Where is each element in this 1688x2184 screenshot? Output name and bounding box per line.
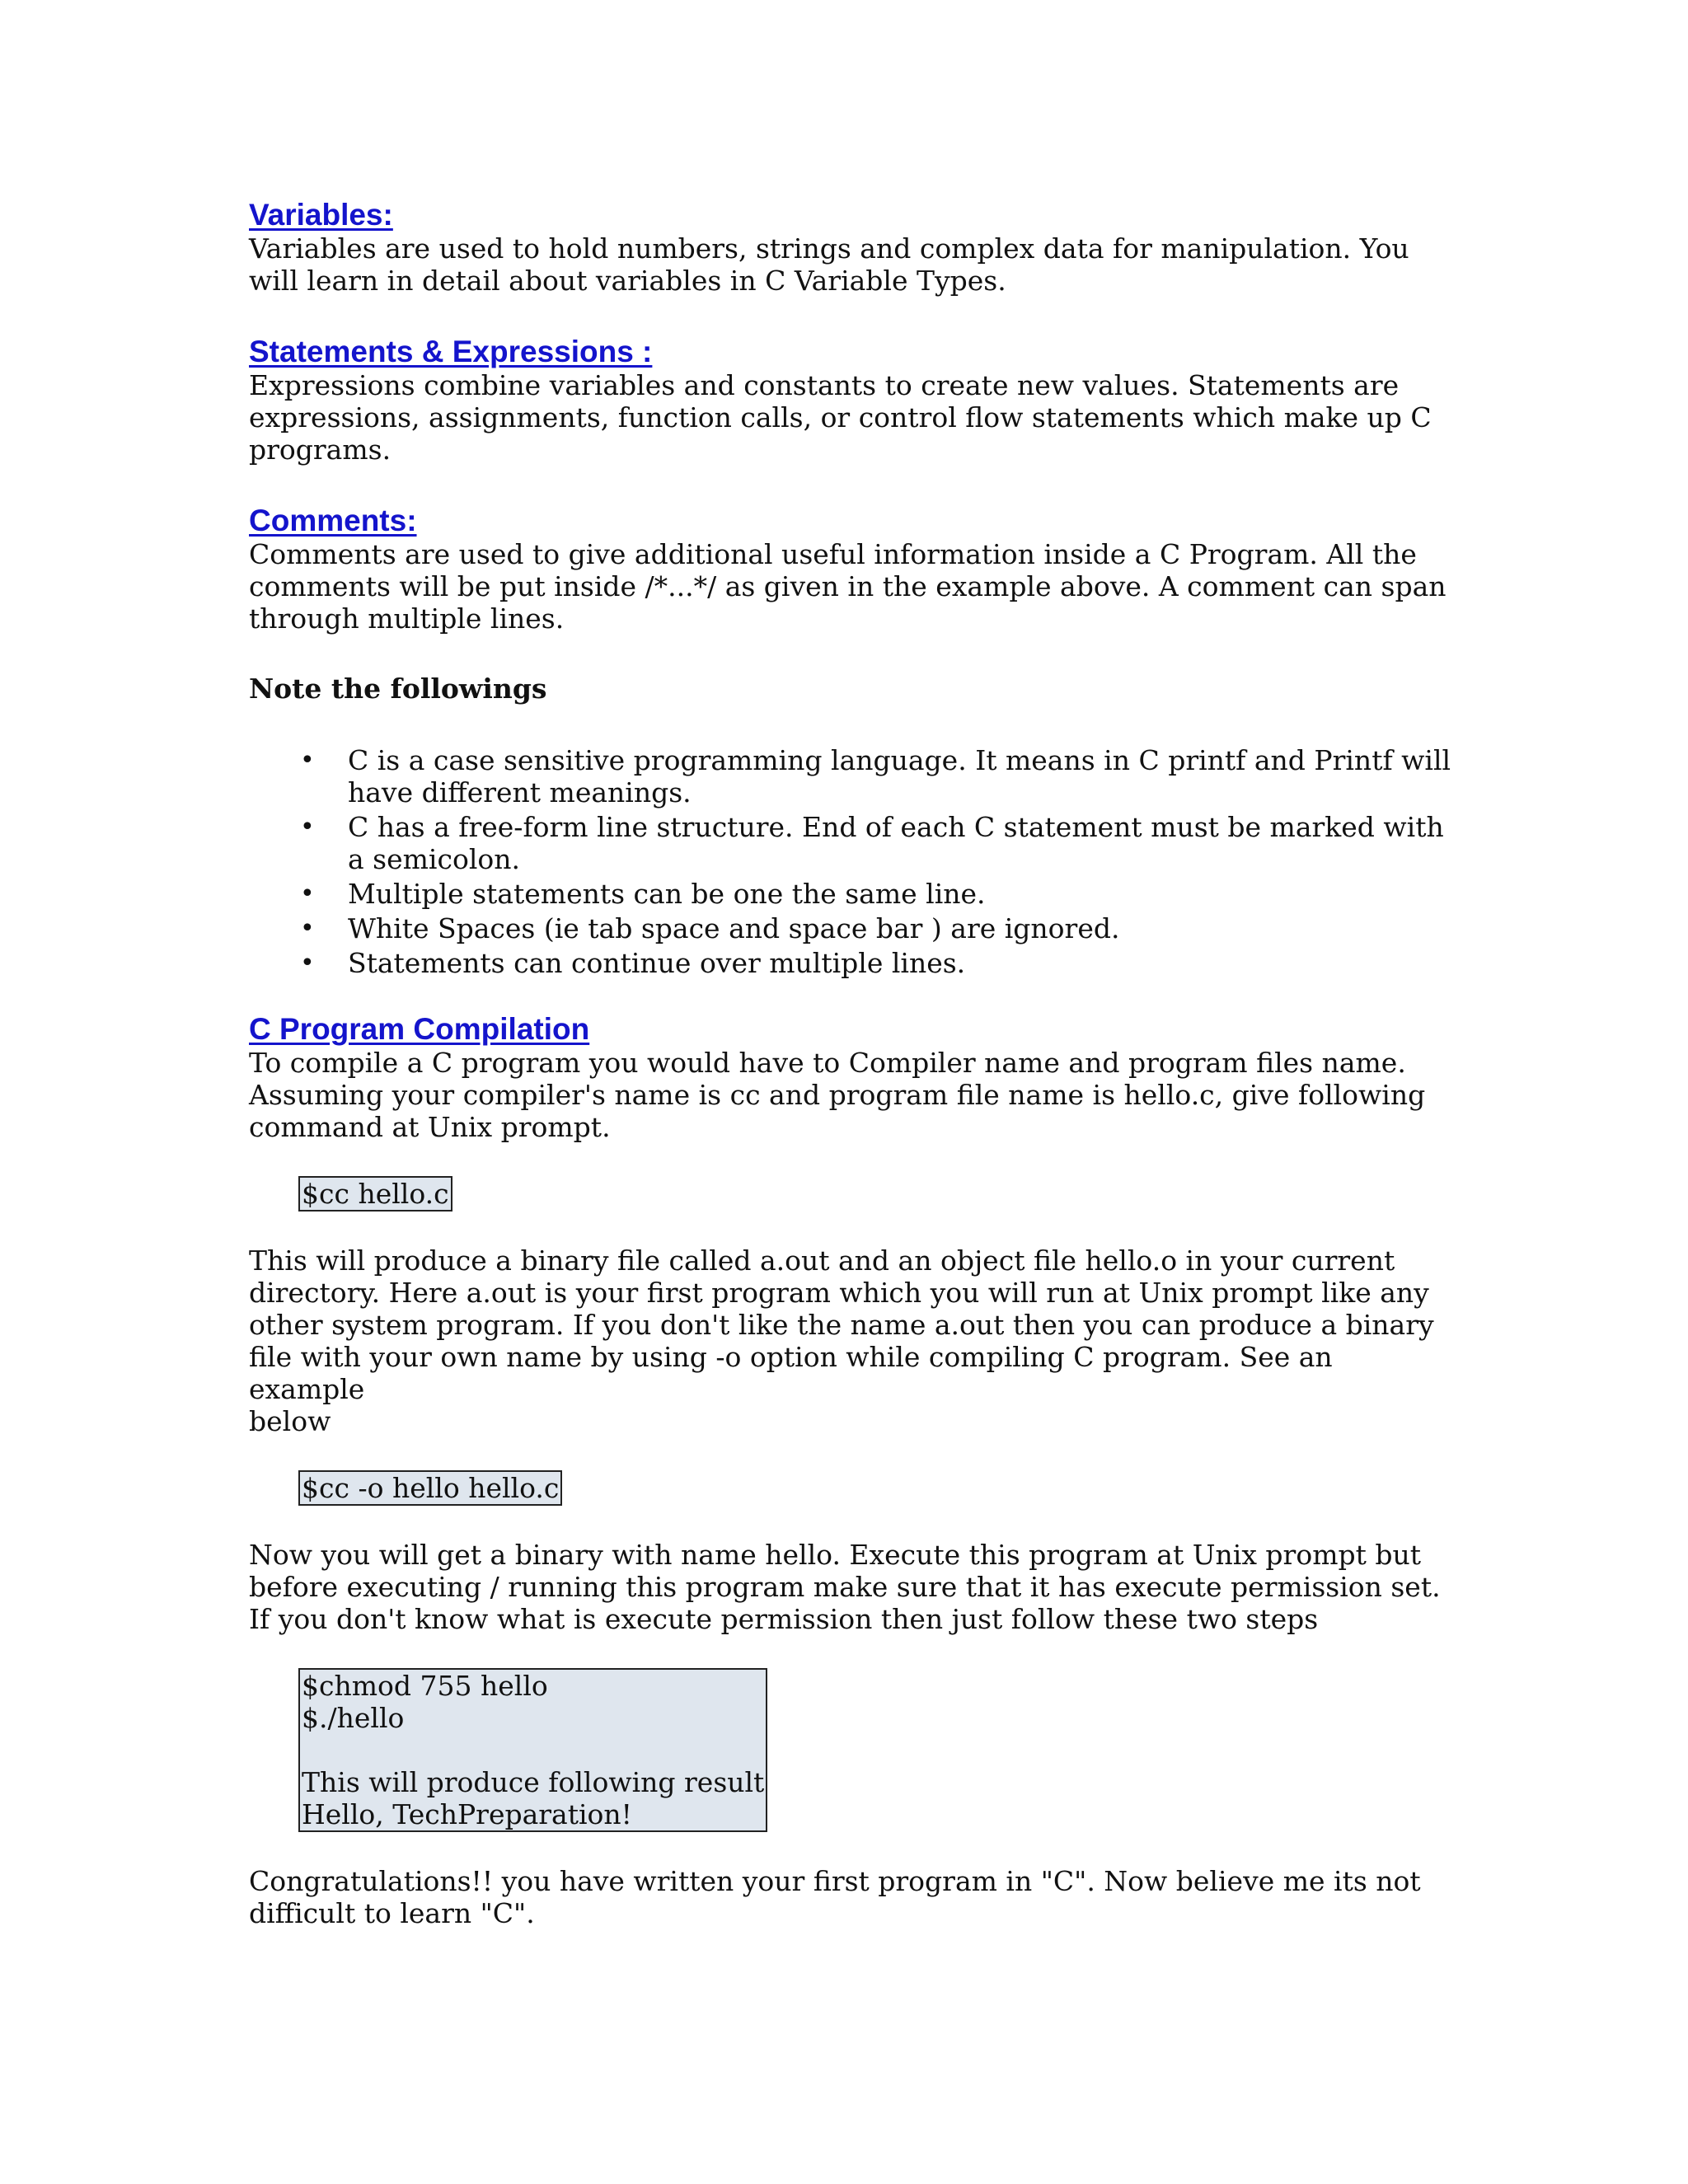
code-box-wrapper: [249, 1470, 1452, 1506]
text-line: below: [249, 1405, 331, 1437]
compilation-mid: [249, 1244, 1452, 1437]
text-line: comments will be put inside /*...*/ as given in the example above. A comment can span: [249, 570, 1447, 602]
text-line: Assuming your compiler's name is cc and program file name is hello.c, give following: [249, 1079, 1426, 1111]
text-line: This will produce a binary file called a.out and an object file hello.o in your current: [249, 1244, 1395, 1277]
list-item: • C is a case sensitive programming language. It means in C printf and Printf will have different meanings.: [300, 744, 1451, 808]
list-item: • White Spaces (ie tab space and space bar ) are ignored.: [300, 912, 1120, 944]
text-line: To compile a C program you would have to Compiler name and program files name.: [249, 1047, 1406, 1079]
note-bullet-list: [249, 744, 1452, 979]
code-box-compile: $cc hello.c: [298, 1176, 452, 1212]
text-line: Comments are used to give additional useful information inside a C Program. All the: [249, 538, 1417, 570]
text-line: If you don't know what is execute permission then just follow these two steps: [249, 1603, 1319, 1635]
compilation-after: [249, 1539, 1452, 1635]
bullet-icon: •: [300, 949, 315, 977]
text-line: Congratulations!! you have written your first program in "C". Now believe me its not: [249, 1865, 1421, 1897]
text-line: difficult to learn "C".: [249, 1897, 535, 1929]
text-line: before executing / running this program make sure that it has execute permission set.: [249, 1571, 1441, 1603]
text-line: Variables are used to hold numbers, strings and complex data for manipulation. You: [249, 232, 1409, 265]
heading-comments[interactable]: Comments:: [249, 504, 417, 537]
text-line: other system program. If you don't like the name a.out then you can produce a binary: [249, 1309, 1434, 1341]
code-box-run: $chmod 755 hello $./hello This will produce following result Hello, TechPreparation!: [298, 1668, 767, 1832]
variables-paragraph: [249, 232, 1452, 297]
text-line: will learn in detail about variables in C Variable Types.: [249, 265, 1006, 297]
text-line: file with your own name by using -o option while compiling C program. See an example: [249, 1341, 1333, 1405]
code-box-wrapper: [249, 1176, 1452, 1212]
text-line: Expressions combine variables and constants to create new values. Statements are: [249, 369, 1400, 401]
bullet-icon: •: [300, 914, 315, 943]
compilation-intro: [249, 1047, 1452, 1143]
heading-variables[interactable]: Variables:: [249, 198, 393, 232]
bullet-icon: •: [300, 746, 315, 775]
heading-statements[interactable]: Statements & Expressions :: [249, 335, 653, 368]
comments-paragraph: [249, 538, 1452, 635]
code-box-wrapper: [249, 1668, 1452, 1832]
bullet-icon: •: [300, 879, 315, 908]
bullet-icon: •: [300, 813, 315, 841]
closing-paragraph: [249, 1865, 1452, 1929]
text-line: expressions, assignments, function calls, or control flow statements which make up C: [249, 401, 1432, 434]
text-line: Now you will get a binary with name hello. Execute this program at Unix prompt but: [249, 1539, 1421, 1571]
text-line: directory. Here a.out is your first program which you will run at Unix prompt like any: [249, 1277, 1429, 1309]
heading-compilation[interactable]: C Program Compilation: [249, 1012, 590, 1046]
code-box-output-name: $cc -o hello hello.c: [298, 1470, 562, 1506]
list-item: • C has a free-form line structure. End of each C statement must be marked with a semicolon.: [300, 811, 1444, 875]
text-line: programs.: [249, 434, 392, 466]
document-page: [249, 198, 1452, 1929]
text-line: command at Unix prompt.: [249, 1111, 611, 1143]
blank-line: [302, 1734, 764, 1766]
text-line: through multiple lines.: [249, 602, 565, 635]
list-item: • Multiple statements can be one the same line.: [300, 878, 986, 910]
note-title: Note the followings: [249, 673, 547, 705]
statements-paragraph: [249, 369, 1452, 466]
list-item: • Statements can continue over multiple lines.: [300, 947, 966, 979]
